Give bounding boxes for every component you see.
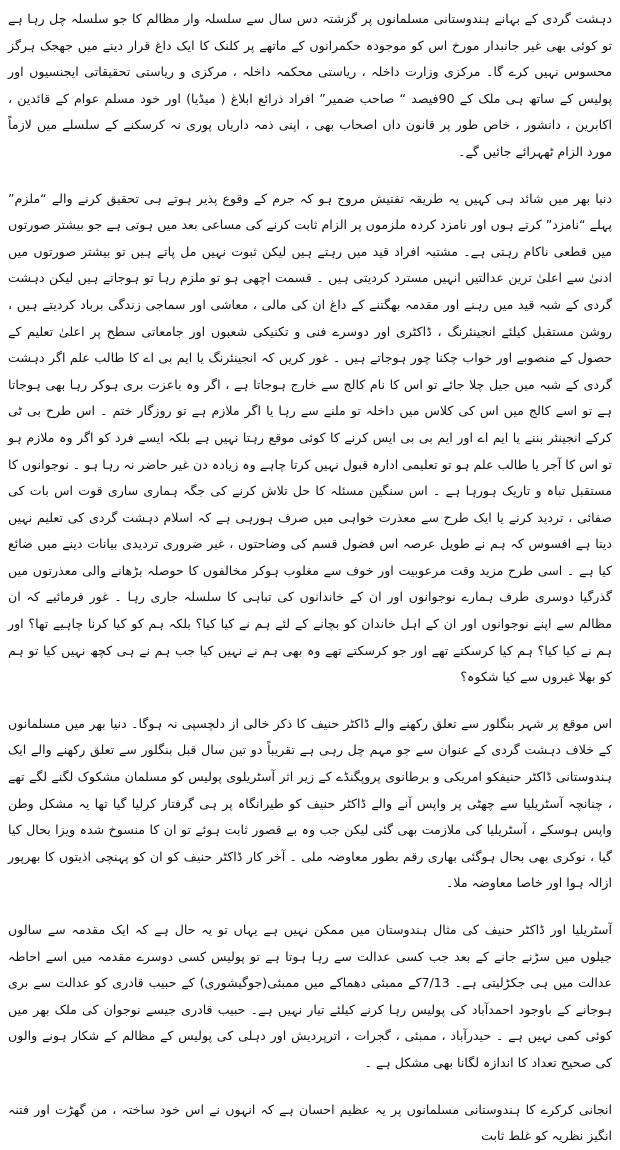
- article-paragraph-2: دنیا بھر میں شائد ہی کہیں یہ طریقہ تفتیش مروج ہو کہ جرم کے وقوع پذیر ہوتے ہی تحقیق کرنے والے “ملزم” پہلے “نامزد” کرتے ہوں اور نامزد کردہ ملزموں پر الزام ثابت کرنے کی مساعی بعد میں ہوتی ہے جو بیشتر صورتوں میں قطعی ناکام رہتی ہے۔ مشتبہ افراد قید میں رہتے ہیں لیکن ثبوت نہیں مل پاتے ہیں تو بیشتر صورتوں میں ادنیٰ سے اعلیٰ ترین عدالتیں انہیں مسترد کردیتی ہیں ۔ قسمت اچھی ہو تو ملزم رہا تو ہوجاتے ہیں لیکن دہشت گردی کے شبہ قید میں رہنے اور مقدمہ بھگتنے کے داغ ان کی مالی ، معاشی اور سماجی زندگی برباد کردیتے ہیں ، روشن مستقبل کیلئے انجینئرنگ ، ڈاکٹری اور دوسرے فنی و تکنیکی شعبوں اور جامعاتی سطح پر اعلیٰ تعلیم کے حصول کے منصوبے اور خواب چکنا چور ہوجاتے ہیں ۔ غور کریں کہ انجینئرنگ یا ایم بی اے کا طالب علم اگر دہشت گردی کے شبہ میں جیل چلا جائے تو اس کا نام کالج سے خارج ہوجاتا ہے ، اگر وہ باعزت بری ہوکر رہا بھی ہوجاتا ہے تو اسے کالج میں اس کی کلاس میں داخلہ تو ملنے سے رہا یا اگر ملازم ہے تو روزگار ختم ۔ اس طرح بی ٹی کرکے انجینئر بننے یا ایم اے اور ایم بی بی ایس کرنے کا کوئی موقع رہتا نہیں ہے بلکہ ایسے فرد کو اگر وہ ملازم ہو تو اس کا آجر یا طالب علم ہو تو تعلیمی ادارہ قبول نہیں کرتا چاہے وہ زیادہ دن غیر حاضر نہ رہا ہو ۔ نوجوانوں کا مستقبل تباہ و تاریک ہورہا ہے ۔ اس سنگین مسئلہ کا حل تلاش کرنے کی جگہ ہماری ساری قوت اس بات کی صفائی ، تردید کرنے یا ایک طرح سے معذرت خواہی میں صرف ہورہی ہے کہ اسلام دہشت گردی کی تعلیم نہیں دیتا ہے افسوس کہ ہم نے طویل عرصہ اس فضول قسم کی وضاحتوں ، غیر ضروری تردیدی بیانات دینے میں ضائع کیا ہے ۔ اسی طرح مزید وقت مرعوبیت اور خوف سے مغلوب ہوکر مخالفوں کا حوصلہ بڑھانے والی معذرتوں میں گذرگیا دوسری طرف ہمارے نوجوانوں اور ان کے خاندانوں کی تباہی کا سلسلہ جاری رہا ۔ غور فرمائیے کہ ان مظالم سے اپنے نوجوانوں اور ان کے اہل خاندان کو بچانے کے لئے ہم نے کیا کیا؟ بلکہ ہم کو کیا کرنا چاہیے تھا؟ اور ہم نے کیا کیا؟ ہم کیا کرسکتے تھے اور جو کرسکتے تھے وہ بھی ہم نے نہیں کیا جب ہم نے ہی کچھ نہیں کیا تو ہم کو بھلا غیروں سے کیا شکوہ؟: [8, 190, 612, 685]
- article-paragraph-5: انجانی کرکرے کا ہندوستانی مسلمانوں پر یہ عظیم احسان ہے کہ انہوں نے اس خود ساختہ ، من گھڑت اور فتنہ انگیز نظریہ کو غلط ثابت: [8, 1101, 612, 1144]
- article-paragraph-3: اس موقع پر شہر بنگلور سے تعلق رکھنے والے ڈاکٹر حنیف کا ذکر خالی از دلچسپی نہ ہوگا۔ دنیا بھر میں مسلمانوں کے خلاف دہشت گردی کے عنوان سے جو مہم چل رہی ہے تقریباً دو تین سال قبل بنگلور سے تعلق رکھنے والے ایک ہندوستانی ڈاکٹر حنیفکو امریکی و برطانوی پروپگنڈے کے زیر اثر آسٹریلوی پولیس کو مسلمان مشکوک لگنے لگے تھے ، چنانچہ آسٹریلیا سے چھٹی پر واپس آنے والے ڈاکٹر حنیف کو طیرانگاہ پر ہی گرفتار کرلیا گیا تھا یہ مشکل وطن واپس ہوسکے ، آسٹریلیا کی ملازمت بھی گئی لیکن جب وہ بے قصور ثابت ہوئے تو ان کا منسوخ شدہ ویزا بحال کیا گیا ، نوکری بھی بحال ہوگئی بھاری رقم بطور معاوضہ ملی ۔ آخر کار ڈاکٹر حنیف کو ان کو پہنچی اذیتوں کا بھرپور ازالہ ہوا اور خاصا معاوضہ ملا۔: [8, 715, 612, 891]
- article-paragraph-4: آسٹریلیا اور ڈاکٹر حنیف کی مثال ہندوستان میں ممکن نہیں ہے یہاں تو یہ حال ہے کہ ایک مقدمہ سے سالوں جیلوں میں سڑنے جانے کے بعد جب کسی عدالت سے رہا ہوتا ہے تو پولیس کسی دوسرے مقدمہ میں اسے احاطہ عدالت میں ہی جکڑلیتی ہے۔ 7/13کے ممبئی دھماکے میں ممبئی(جوگیشوری) کے حبیب قادری کو عدالت سے بری ہوجانے کے باوجود احمدآباد کی پولیس رہا کرنے کیلئے تیار نہیں ہے۔ حبیب قادری جیسے نوجوان کی ملک بھر میں کوئی کمی نہیں ہے ۔ حیدرآباد ، ممبئی ، گجرات ، اترپردیش اور دہلی کی پولیس کے مظالم کے شکار ہونے والوں کی صحیح تعداد کا اندازہ لگانا بھی مشکل ہے ۔: [8, 922, 612, 1070]
- paragraph-spacer: [8, 897, 612, 917]
- article-paragraph-1: دہشت گردی کے بہانے ہندوستانی مسلمانوں پر گزشتہ دس سال سے سلسلہ وار مظالم کا جو سلسلہ چل رہا ہے تو کوئی بھی غیر جانبدار مورخ اس کو موجودہ حکمرانوں کے ماتھے پر کلنک کا ایک داغ قرار دینے میں جھجک ہرگز محسوس نہیں کرے گا۔ مرکزی وزارت داخلہ ، ریاستی محکمہ داخلہ ، مرکزی و ریاستی تحقیقاتی ایجنسیوں اور پولیس کے ساتھ ہی ملک کے 90فیصد “ صاحب ضمیر” افراد ذرائع ابلاغ ( میڈیا) اور خود مسلم عوام کے قائدین ، اکابرین ، دانشور ، خاص طور پر قانون داں اصحاب بھی ، اپنی ذمہ داریاں پوری نہ کرسکنے کے سلسلے میں لازماً مورد الزام ٹھہرائے جائیں گے۔: [8, 11, 612, 159]
- paragraph-spacer: [8, 691, 612, 711]
- paragraph-spacer: [8, 1077, 612, 1097]
- paragraph-spacer: [8, 166, 612, 186]
